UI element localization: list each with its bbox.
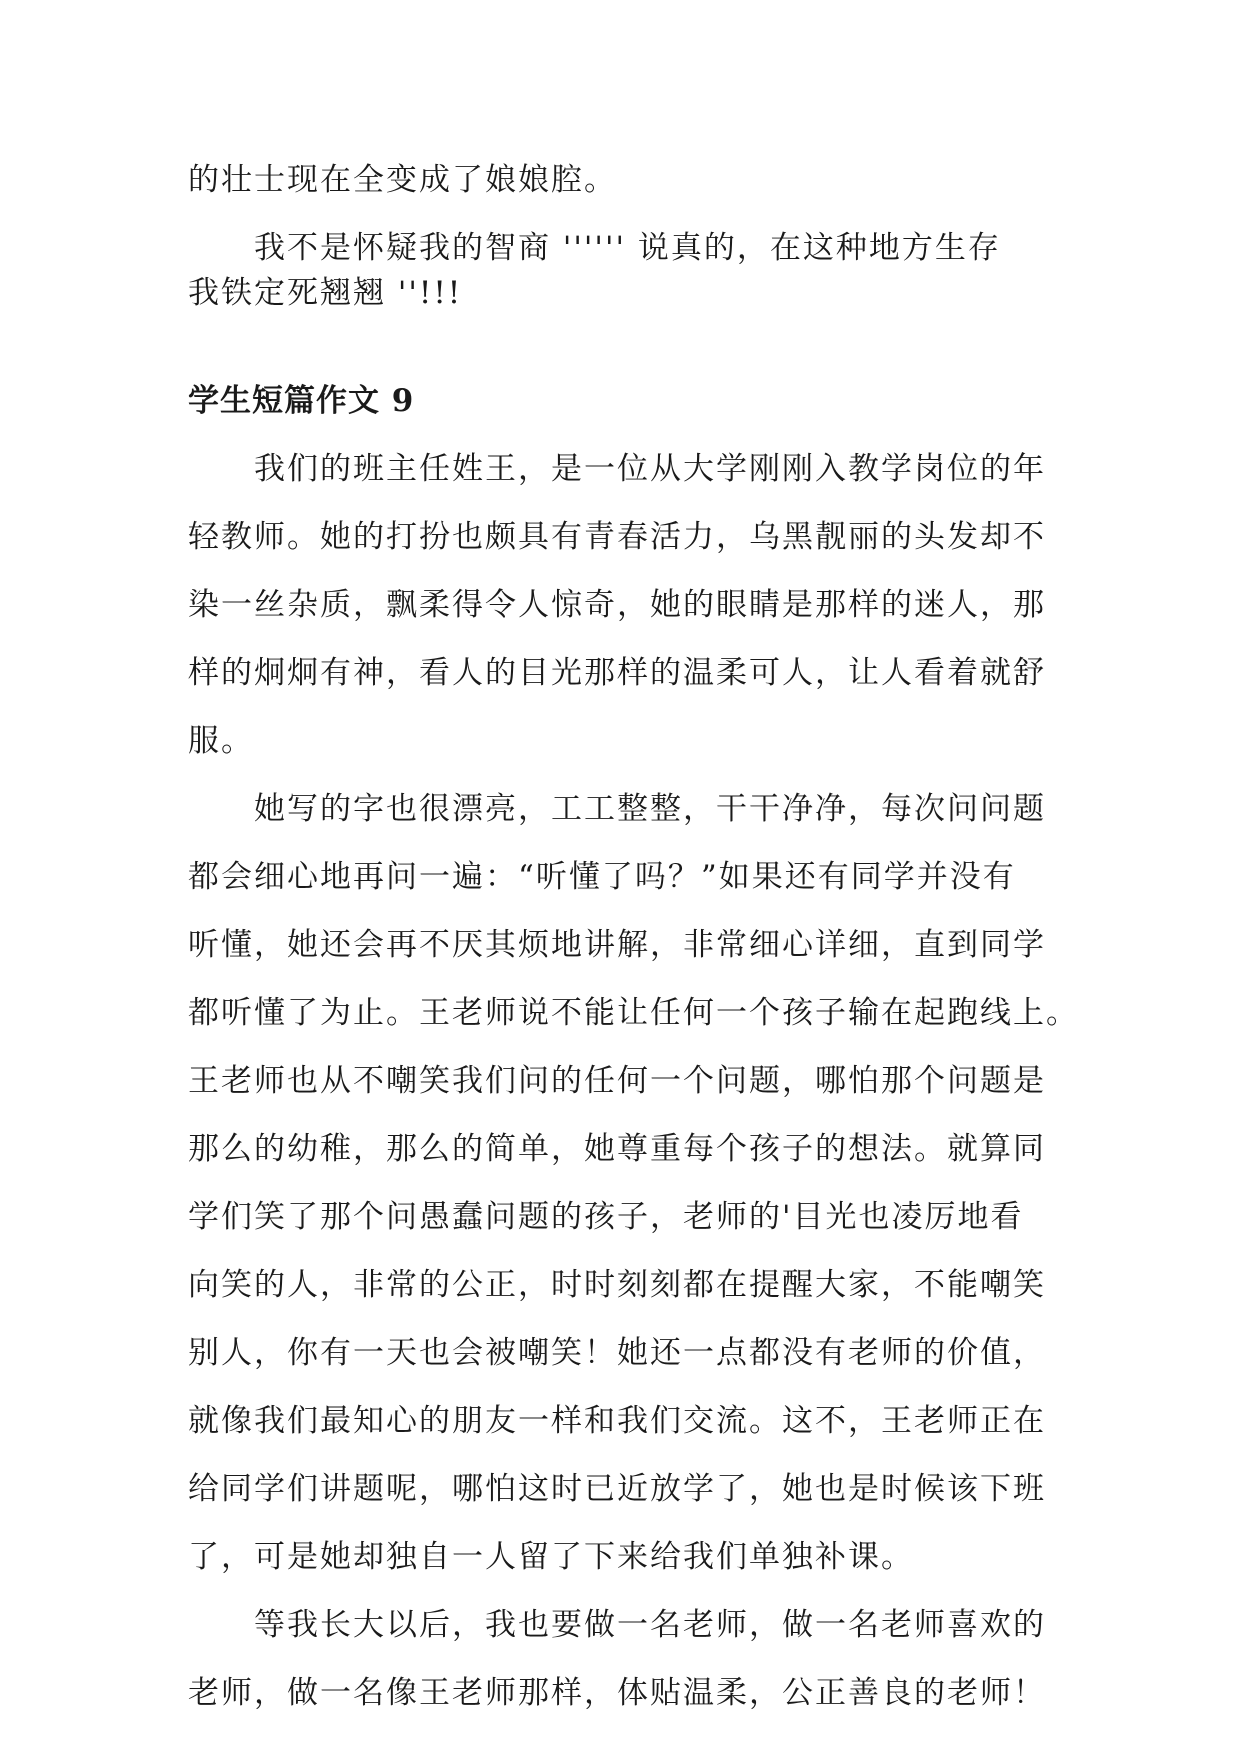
line-spacer	[188, 1444, 1068, 1467]
text-line: 我铁定死翘翘 ''!!!	[188, 275, 463, 311]
section-spacer	[188, 316, 1068, 379]
text-line: 了，可是她却独自一人留了下来给我们单独补课。	[188, 1539, 914, 1575]
text-line: 都会细心地再问一遍：“听懂了吗？”如果还有同学并没有	[188, 859, 1016, 895]
paragraph-wish	[188, 1603, 1068, 1716]
line-spacer	[188, 1240, 1068, 1263]
line-spacer	[188, 492, 1068, 515]
paragraph-intro	[188, 158, 1068, 203]
paragraph-spacer	[188, 424, 1068, 447]
line-spacer	[188, 560, 1068, 583]
line-spacer	[188, 1036, 1068, 1059]
line-spacer	[188, 1648, 1068, 1671]
paragraph-teacher-care	[188, 787, 1079, 1580]
text-line: 服。	[188, 723, 254, 759]
line-spacer	[188, 900, 1068, 923]
text-line: 她写的字也很漂亮，工工整整，干干净净，每次问问题	[254, 791, 1046, 827]
line-spacer	[188, 1376, 1068, 1399]
paragraph-spacer	[188, 764, 1068, 787]
text-line: 学们笑了那个问愚蠢问题的孩子，老师的'目光也凌厉地看	[188, 1199, 1024, 1235]
paragraph-teacher-intro	[188, 447, 1068, 764]
text-line: 王老师也从不嘲笑我们问的任何一个问题，哪怕那个问题是	[188, 1063, 1046, 1099]
paragraph-spacer	[188, 203, 1068, 226]
section-title: 学生短篇作文 9	[188, 383, 415, 419]
text-line: 的壮士现在全变成了娘娘腔。	[188, 162, 617, 198]
text-line: 就像我们最知心的朋友一样和我们交流。这不，王老师正在	[188, 1403, 1046, 1439]
text-line: 我们的班主任姓王，是一位从大学刚刚入教学岗位的年	[254, 451, 1046, 487]
essay-text	[188, 158, 1079, 1716]
line-spacer	[188, 832, 1068, 855]
text-line: 听懂，她还会再不厌其烦地讲解，非常细心详细，直到同学	[188, 927, 1046, 963]
text-line: 老师，做一名像王老师那样，体贴温柔，公正善良的老师！	[188, 1675, 1046, 1711]
text-line: 样的炯炯有神，看人的目光那样的温柔可人，让人看着就舒	[188, 655, 1046, 691]
paragraph-doubt	[188, 226, 1068, 316]
text-line: 轻教师。她的打扮也颇具有青春活力，乌黑靓丽的头发却不	[188, 519, 1046, 555]
line-spacer	[188, 1512, 1068, 1535]
line-spacer	[188, 1172, 1068, 1195]
text-line: 我不是怀疑我的智商 '''''' 说真的，在这种地方生存	[254, 230, 1001, 266]
text-line: 染一丝杂质，飘柔得令人惊奇，她的眼睛是那样的迷人，那	[188, 587, 1046, 623]
text-line: 向笑的人，非常的公正，时时刻刻都在提醒大家，不能嘲笑	[188, 1267, 1046, 1303]
text-line: 那么的幼稚，那么的简单，她尊重每个孩子的想法。就算同	[188, 1131, 1046, 1167]
line-spacer	[188, 968, 1068, 991]
text-line: 等我长大以后，我也要做一名老师，做一名老师喜欢的	[254, 1607, 1046, 1643]
line-spacer	[188, 628, 1068, 651]
line-spacer	[188, 1104, 1068, 1127]
text-line: 给同学们讲题呢，哪怕这时已近放学了，她也是时候该下班	[188, 1471, 1046, 1507]
text-line: 别人，你有一天也会被嘲笑！她还一点都没有老师的价值，	[188, 1335, 1046, 1371]
paragraph-spacer	[188, 1580, 1068, 1603]
text-line: 都听懂了为止。王老师说不能让任何一个孩子输在起跑线上。	[188, 995, 1079, 1031]
line-spacer	[188, 1308, 1068, 1331]
line-spacer	[188, 696, 1068, 719]
